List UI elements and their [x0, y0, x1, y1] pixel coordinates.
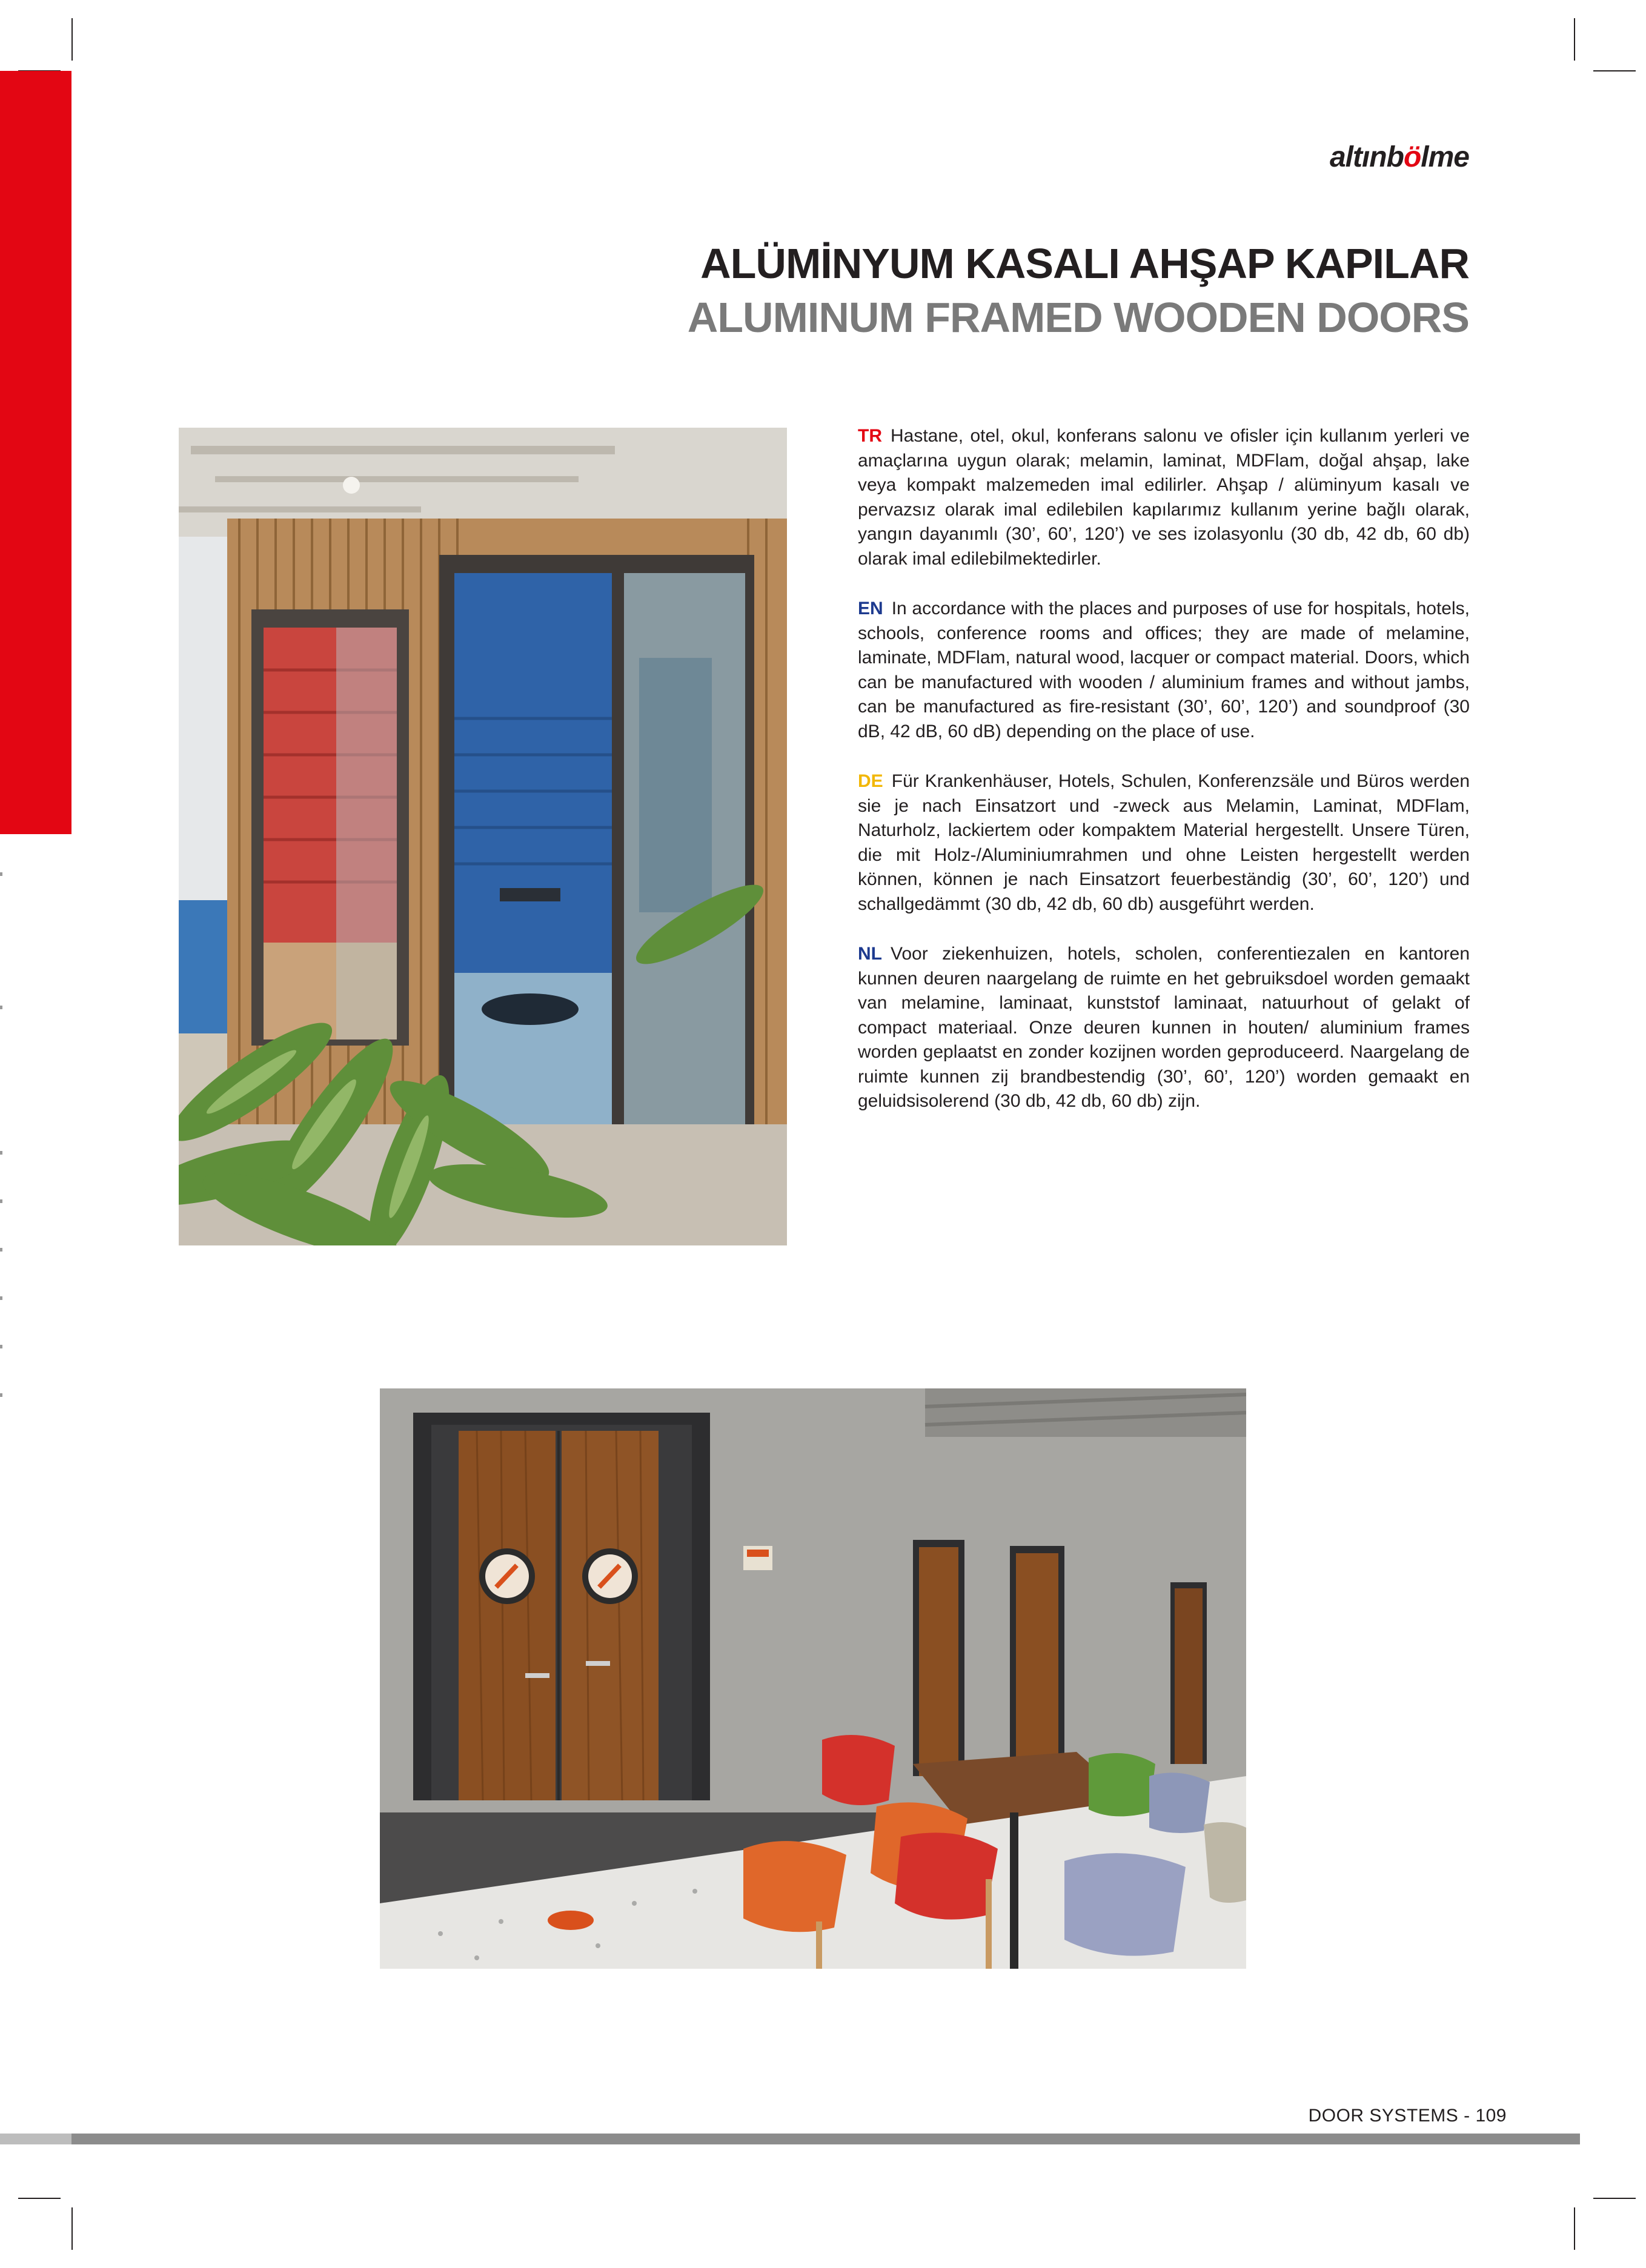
paragraph-text: In accordance with the places and purposes of use for hospitals, hotels, schools, conference rooms and offices; they are made of melamine, laminate, MDFlam, natural wood, lacquer or compact material. Doors, which can be manufactured with wooden / aluminium frames and without jambs, can be manufactured as fire-resistant (30’, 60’, 120’) and soundproof (30 dB, 42 dB, 60 dB) depending on the place of use. — [858, 598, 1470, 741]
lang-code-en: EN — [858, 598, 883, 618]
paragraph-english — [858, 597, 1470, 744]
crop-mark — [1574, 18, 1575, 61]
description-column — [858, 424, 1470, 1139]
crop-mark — [1593, 70, 1636, 71]
page-title-turkish: ALÜMİNYUM KASALI AHŞAP KAPILAR — [700, 240, 1469, 287]
side-color-tab — [0, 71, 71, 834]
paragraph-german — [858, 769, 1470, 917]
footer-bar — [71, 2134, 1580, 2144]
paragraph-turkish — [858, 424, 1470, 571]
lang-code-nl: NL — [858, 944, 882, 964]
lang-code-de: DE — [858, 771, 883, 791]
photo-corridor-doors — [380, 1388, 1246, 1969]
paragraph-text: Hastane, otel, okul, konferans salonu ve ofisler için kullanım yerleri ve amaçlarına uygun olarak; melamin, laminat, MDFlam, doğal ahşap, lake veya kompakt malzemeden imal edilirler. Ahşap / alüminyum kasalı ve pervazsız olarak imal edilebilen kapılarımız kullanım yerine bağlı olarak, yangın dayanımlı (30’, 60’, 120’) ve ses izolasyonlu (30 db, 42 db, 60 db) olarak imal edilebilmektedirler. — [858, 426, 1470, 569]
page-footer-label: DOOR SYSTEMS - 109 — [1308, 2106, 1507, 2126]
paragraph-text: Für Krankenhäuser, Hotels, Schulen, Konferenzsäle und Büros werden sie je nach Einsatzort und -zweck aus Melamin, Laminat, MDFlam, Naturholz, lackiertem oder kompaktem Material hergestellt. Unsere Türen, die mit Holz-/Aluminiumrahmen und ohne Leisten hergestellt werden können, können je nach Einsatzort feuerbeständig (30’, 60’, 120’) und schallgedämmt (30 db, 42 db, 60 db) ausgeführt werden. — [858, 771, 1470, 914]
brand-logo: altınbölme — [1329, 141, 1469, 173]
paragraph-text: Voor ziekenhuizen, hotels, scholen, conferentiezalen en kantoren kunnen deuren naargelang de ruimte en het gebruiksdoel worden gemaakt van melamine, laminaat, kunststof laminaat, natuurhout of gelakt of compact materiaal. Onze deuren kunnen in houten/ aluminium frames worden geplaatst en zonder kozijnen worden geproduceerd. Naargelang de ruimte kunnen zij brandbestendig (30’, 60’, 120’) worden gemaakt en geluidsisolerend (30 db, 42 db, 60 db) zijn. — [858, 944, 1470, 1111]
crop-mark — [18, 2198, 61, 2199]
page-title-english: ALUMINUM FRAMED WOODEN DOORS — [687, 294, 1469, 341]
footer-bar-edge — [0, 2134, 71, 2144]
photo-office-booths — [179, 428, 787, 1245]
side-dot-marks — [0, 872, 2, 1418]
crop-mark — [71, 18, 73, 61]
lang-code-tr: TR — [858, 426, 882, 446]
crop-mark — [1593, 2198, 1636, 2199]
paragraph-dutch — [858, 942, 1470, 1114]
crop-mark — [1574, 2207, 1575, 2250]
crop-mark — [71, 2207, 73, 2250]
